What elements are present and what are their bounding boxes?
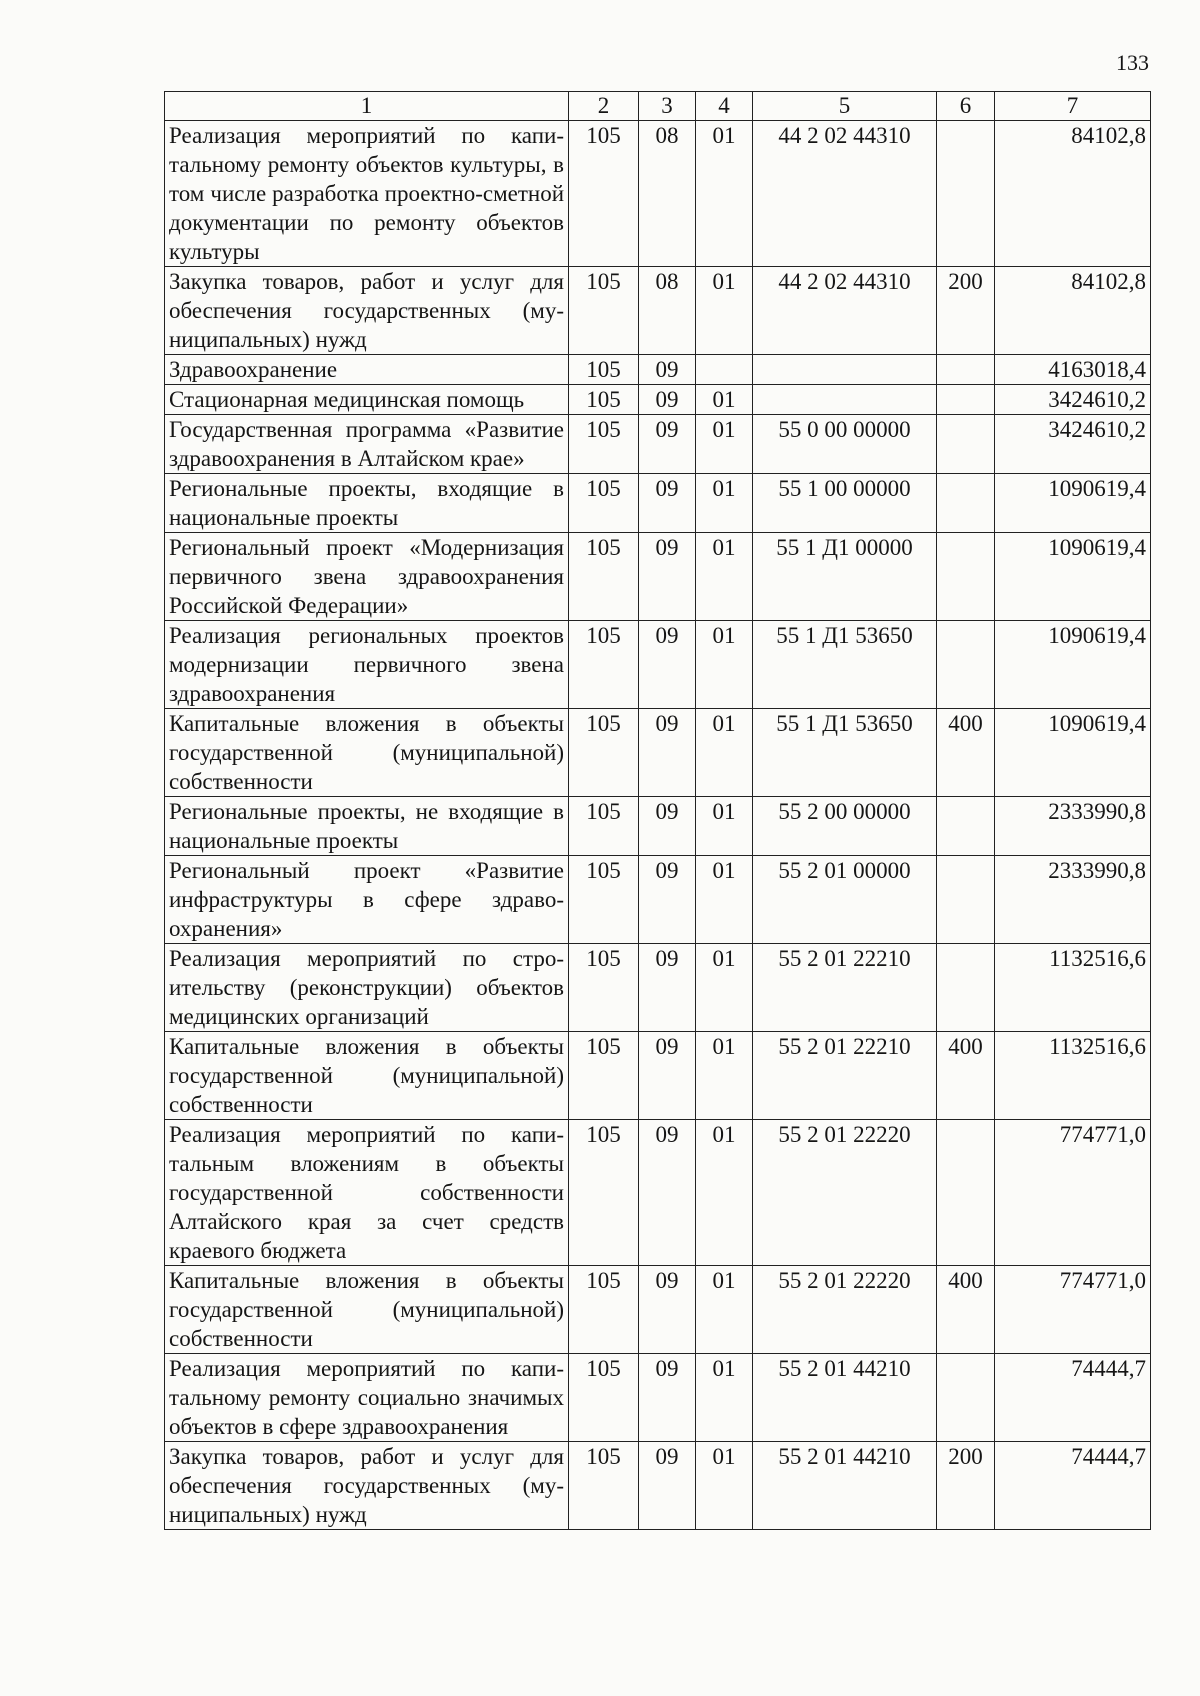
row-col3-cell: 09 (639, 856, 696, 944)
header-col-6: 6 (937, 92, 995, 121)
row-col6-cell: 200 (937, 1442, 995, 1530)
header-col-5: 5 (753, 92, 937, 121)
row-col2-cell: 105 (569, 856, 639, 944)
header-col-7: 7 (995, 92, 1151, 121)
row-col3-cell: 09 (639, 1120, 696, 1266)
row-col2-cell: 105 (569, 385, 639, 415)
table-row (165, 621, 1151, 709)
table-header (165, 92, 1151, 121)
row-col2-cell: 105 (569, 267, 639, 355)
table-row (165, 474, 1151, 533)
row-col4-cell: 01 (696, 1032, 753, 1120)
row-col2-cell: 105 (569, 944, 639, 1032)
row-col5-cell (753, 385, 937, 415)
row-col4-cell: 01 (696, 944, 753, 1032)
row-col5-cell (753, 355, 937, 385)
row-col3-cell: 09 (639, 355, 696, 385)
table-row (165, 415, 1151, 474)
row-col6-cell (937, 533, 995, 621)
table-row (165, 1442, 1151, 1530)
row-col5-cell: 44 2 02 44310 (753, 121, 937, 267)
row-amount-cell: 774771,0 (995, 1266, 1151, 1354)
row-col5-cell: 44 2 02 44310 (753, 267, 937, 355)
row-col3-cell: 09 (639, 1354, 696, 1442)
header-row (165, 92, 1151, 121)
row-col3-cell: 09 (639, 385, 696, 415)
row-col6-cell: 400 (937, 709, 995, 797)
row-col4-cell: 01 (696, 474, 753, 533)
budget-table (164, 91, 1151, 1530)
table-row (165, 121, 1151, 267)
row-amount-cell: 774771,0 (995, 1120, 1151, 1266)
row-name-cell: Государственная программа «Развитие здравоохранения в Алтайском крае» (165, 415, 569, 474)
row-name-cell: Капитальные вложения в объекты государственной (муниципальной) собственности (165, 709, 569, 797)
row-name-cell: Капитальные вложения в объекты государственной (муниципальной) собственности (165, 1266, 569, 1354)
row-col4-cell: 01 (696, 1266, 753, 1354)
row-amount-cell: 3424610,2 (995, 415, 1151, 474)
row-col3-cell: 08 (639, 121, 696, 267)
table-row (165, 1266, 1151, 1354)
row-col4-cell: 01 (696, 856, 753, 944)
row-col2-cell: 105 (569, 415, 639, 474)
row-col4-cell: 01 (696, 709, 753, 797)
row-col3-cell: 08 (639, 267, 696, 355)
row-col3-cell: 09 (639, 797, 696, 856)
row-amount-cell: 74444,7 (995, 1442, 1151, 1530)
row-amount-cell: 84102,8 (995, 267, 1151, 355)
table-body (165, 121, 1151, 1530)
row-col5-cell: 55 0 00 00000 (753, 415, 937, 474)
row-name-cell: Реализация мероприятий по капитальному ремонту объектов культуры, в том числе разработка проектно-сметной документации по ремонту объектов культуры (165, 121, 569, 267)
header-col-1: 1 (165, 92, 569, 121)
row-col3-cell: 09 (639, 533, 696, 621)
row-col5-cell: 55 2 01 22210 (753, 1032, 937, 1120)
row-col6-cell (937, 621, 995, 709)
row-name-cell: Капитальные вложения в объекты государственной (муниципальной) собственности (165, 1032, 569, 1120)
row-col3-cell: 09 (639, 944, 696, 1032)
row-col5-cell: 55 2 01 22220 (753, 1266, 937, 1354)
table-row (165, 944, 1151, 1032)
page-number: 133 (1116, 50, 1149, 75)
header-col-4: 4 (696, 92, 753, 121)
row-col5-cell: 55 2 00 00000 (753, 797, 937, 856)
row-col2-cell: 105 (569, 355, 639, 385)
row-amount-cell: 2333990,8 (995, 856, 1151, 944)
row-col5-cell: 55 1 Д1 00000 (753, 533, 937, 621)
row-col4-cell: 01 (696, 415, 753, 474)
row-col4-cell (696, 355, 753, 385)
row-col2-cell: 105 (569, 621, 639, 709)
row-name-cell: Закупка товаров, работ и услуг для обеспечения государственных (муниципальных) нужд (165, 267, 569, 355)
row-col3-cell: 09 (639, 415, 696, 474)
row-name-cell: Региональный проект «Модернизация первичного звена здравоохранения Российской Федерации» (165, 533, 569, 621)
row-col5-cell: 55 2 01 00000 (753, 856, 937, 944)
row-col2-cell: 105 (569, 1266, 639, 1354)
row-col2-cell: 105 (569, 709, 639, 797)
table-row (165, 709, 1151, 797)
row-name-cell: Здравоохранение (165, 355, 569, 385)
row-amount-cell: 1090619,4 (995, 533, 1151, 621)
row-col5-cell: 55 2 01 44210 (753, 1442, 937, 1530)
row-col2-cell: 105 (569, 121, 639, 267)
row-col6-cell: 200 (937, 267, 995, 355)
row-col4-cell: 01 (696, 1442, 753, 1530)
header-col-2: 2 (569, 92, 639, 121)
table-row (165, 1120, 1151, 1266)
table-row (165, 856, 1151, 944)
row-col6-cell (937, 797, 995, 856)
row-col2-cell: 105 (569, 1354, 639, 1442)
row-col5-cell: 55 2 01 22220 (753, 1120, 937, 1266)
row-col6-cell: 400 (937, 1032, 995, 1120)
row-col6-cell (937, 944, 995, 1032)
row-col6-cell (937, 415, 995, 474)
row-col6-cell (937, 385, 995, 415)
row-col5-cell: 55 2 01 44210 (753, 1354, 937, 1442)
table-row (165, 1354, 1151, 1442)
row-col6-cell (937, 1120, 995, 1266)
row-col3-cell: 09 (639, 474, 696, 533)
row-col4-cell: 01 (696, 797, 753, 856)
row-name-cell: Региональный проект «Развитие инфраструктуры в сфере здравоохранения» (165, 856, 569, 944)
table-row (165, 1032, 1151, 1120)
row-amount-cell: 1132516,6 (995, 1032, 1151, 1120)
row-col3-cell: 09 (639, 1266, 696, 1354)
row-col5-cell: 55 1 00 00000 (753, 474, 937, 533)
row-col3-cell: 09 (639, 621, 696, 709)
row-col4-cell: 01 (696, 1354, 753, 1442)
table-row (165, 267, 1151, 355)
row-amount-cell: 3424610,2 (995, 385, 1151, 415)
row-amount-cell: 4163018,4 (995, 355, 1151, 385)
row-col4-cell: 01 (696, 385, 753, 415)
row-amount-cell: 1090619,4 (995, 621, 1151, 709)
table-row (165, 385, 1151, 415)
row-col6-cell (937, 355, 995, 385)
row-col6-cell (937, 1354, 995, 1442)
row-col3-cell: 09 (639, 709, 696, 797)
row-col2-cell: 105 (569, 1120, 639, 1266)
row-name-cell: Реализация мероприятий по капитальным вложениям в объекты государственной собственности Алтайского края за счет средств краевого бюджета (165, 1120, 569, 1266)
row-col5-cell: 55 1 Д1 53650 (753, 709, 937, 797)
row-name-cell: Региональные проекты, не входящие в национальные проекты (165, 797, 569, 856)
row-amount-cell: 1090619,4 (995, 709, 1151, 797)
row-col4-cell: 01 (696, 533, 753, 621)
row-amount-cell: 74444,7 (995, 1354, 1151, 1442)
row-name-cell: Закупка товаров, работ и услуг для обеспечения государственных (муниципальных) нужд (165, 1442, 569, 1530)
row-col6-cell (937, 474, 995, 533)
row-col3-cell: 09 (639, 1032, 696, 1120)
row-col2-cell: 105 (569, 533, 639, 621)
row-col6-cell: 400 (937, 1266, 995, 1354)
row-amount-cell: 1132516,6 (995, 944, 1151, 1032)
row-col2-cell: 105 (569, 1032, 639, 1120)
row-col2-cell: 105 (569, 1442, 639, 1530)
row-amount-cell: 2333990,8 (995, 797, 1151, 856)
row-col3-cell: 09 (639, 1442, 696, 1530)
row-col4-cell: 01 (696, 121, 753, 267)
row-name-cell: Стационарная медицинская помощь (165, 385, 569, 415)
row-col6-cell (937, 121, 995, 267)
header-col-3: 3 (639, 92, 696, 121)
table-row (165, 355, 1151, 385)
row-name-cell: Реализация мероприятий по строительству (реконструкции) объектов медицинских организаций (165, 944, 569, 1032)
row-col4-cell: 01 (696, 1120, 753, 1266)
row-amount-cell: 84102,8 (995, 121, 1151, 267)
row-col4-cell: 01 (696, 267, 753, 355)
row-name-cell: Реализация мероприятий по капитальному ремонту социально значимых объектов в сфере здравоохранения (165, 1354, 569, 1442)
row-col5-cell: 55 1 Д1 53650 (753, 621, 937, 709)
row-name-cell: Реализация региональных проектов модернизации первичного звена здравоохранения (165, 621, 569, 709)
row-col4-cell: 01 (696, 621, 753, 709)
row-col2-cell: 105 (569, 474, 639, 533)
row-amount-cell: 1090619,4 (995, 474, 1151, 533)
row-col5-cell: 55 2 01 22210 (753, 944, 937, 1032)
row-col6-cell (937, 856, 995, 944)
row-name-cell: Региональные проекты, входящие в национальные проекты (165, 474, 569, 533)
table-row (165, 797, 1151, 856)
table-row (165, 533, 1151, 621)
row-col2-cell: 105 (569, 797, 639, 856)
